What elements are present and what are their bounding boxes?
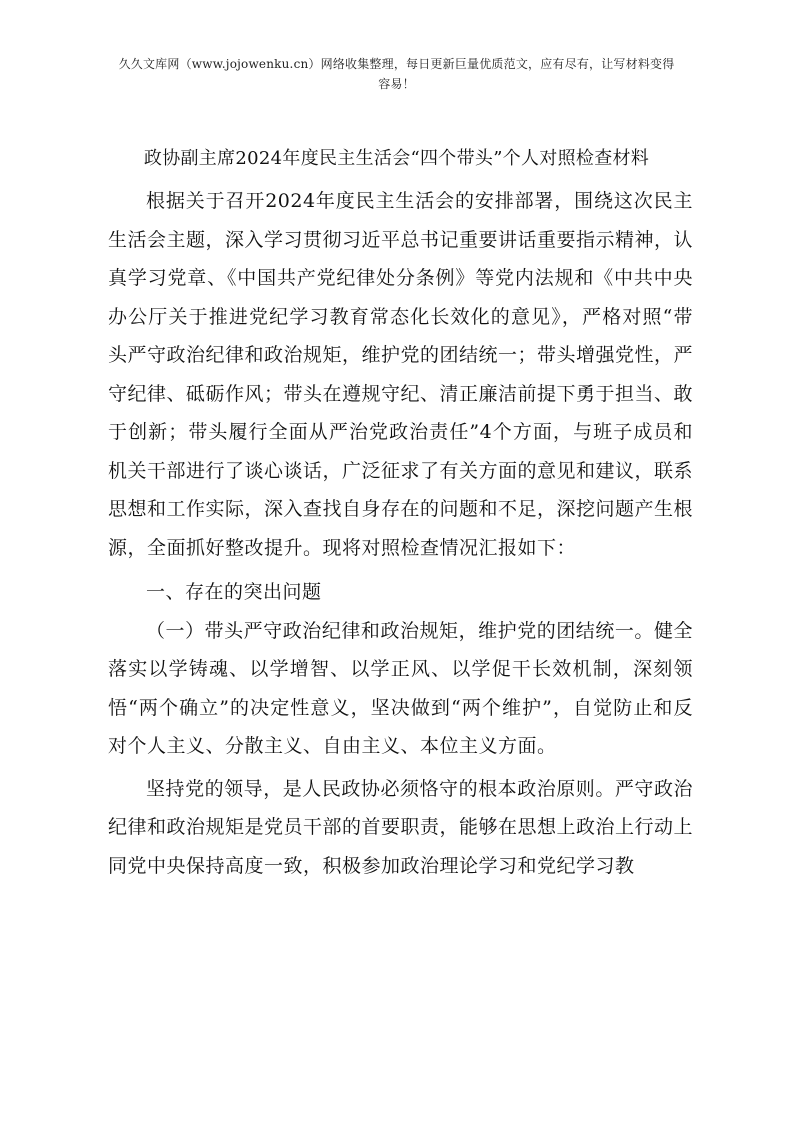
leadership-paragraph: 坚持党的领导，是人民政协必须恪守的根本政治原则。严守政治纪律和政治规矩是党员干部的首要职责，能够在思想上政治上行动上同党中央保持高度一致，积极参加政治理论学习和党纪学习教 xyxy=(108,777,694,877)
header-note-line-2: 容易！ xyxy=(378,77,415,91)
intro-paragraph: 根据关于召开2024年度民主生活会的安排部署，围绕这次民主生活会主题，深入学习贯彻习近平总书记重要讲话重要指示精神，认真学习党章、《中国共产党纪律处分条例》等党内法规和《中共中央办公厅关于推进党纪学习教育常态化长效化的意见》，严格对照“带头严守政治纪律和政治规矩，维护党的团结统一；带头增强党性，严守纪律、砥砺作风；带头在遵规守纪、清正廉洁前提下勇于担当、敢于创新；带头履行全面从严治党政治责任”4个方面，与班子成员和机关干部进行了谈心谈话，广泛征求了有关方面的意见和建议，联系思想和工作实际，深入查找自身存在的问题和不足，深挖问题产生根源，全面抓好整改提升。现将对照检查情况汇报如下： xyxy=(108,190,694,559)
document-body xyxy=(108,182,693,885)
section-heading-1: 一、存在的突出问题 xyxy=(146,581,322,603)
subsection-paragraph-1: （一）带头严守政治纪律和政治规矩，维护党的团结统一。健全落实以学铸魂、以学增智、以学正风、以学促干长效机制，深刻领悟“两个确立”的决定性意义，坚决做到“两个维护”，自觉防止和反对个人主义、分散主义、自由主义、本位主义方面。 xyxy=(108,619,693,757)
document-title: 政协副主席2024年度民主生活会“四个带头”个人对照检查材料 xyxy=(143,148,650,169)
header-note-line-1: 久久文库网（www.jojowenku.cn）网络收集整理，每日更新巨量优质范文，应有尽有，让写材料变得 xyxy=(118,57,675,71)
header-note xyxy=(80,54,713,94)
